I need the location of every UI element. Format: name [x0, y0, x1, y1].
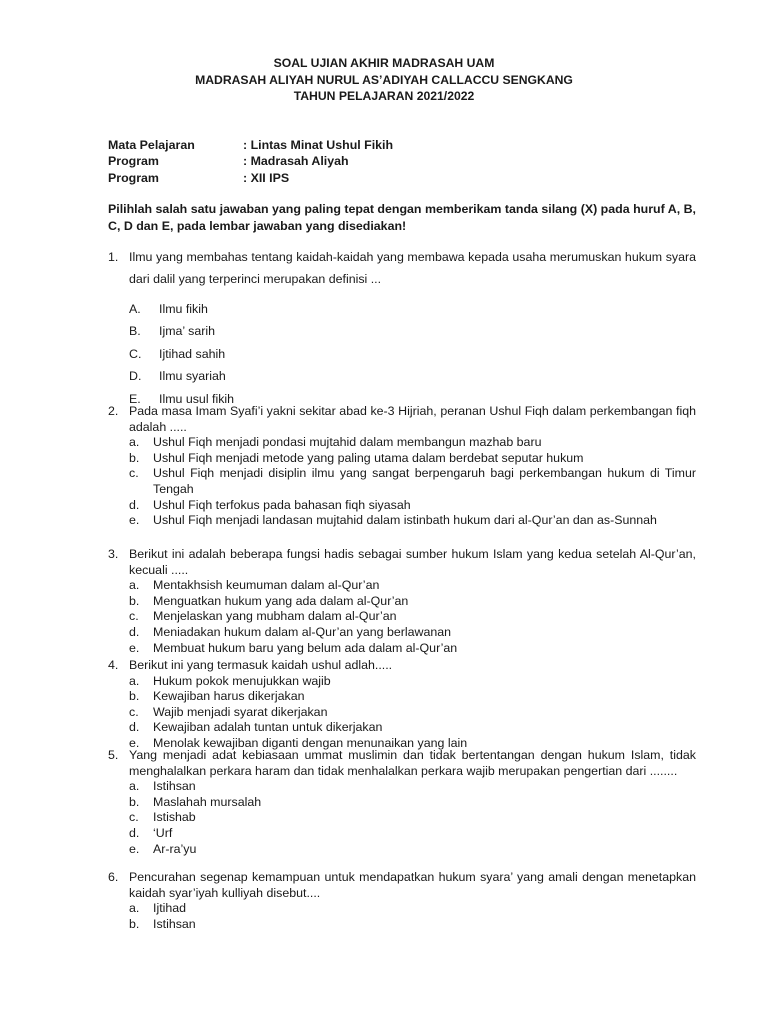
option-text: Ushul Fiqh menjadi metode yang paling utama dalam berdebat seputar hukum	[153, 450, 584, 465]
option-letter: c.	[129, 810, 139, 825]
meta-label: Program	[108, 154, 159, 169]
option-letter: C.	[129, 346, 142, 361]
option-b	[129, 689, 696, 705]
option-letter: D.	[129, 369, 142, 384]
option-text: Istihsan	[153, 916, 196, 931]
option-text: Ushul Fiqh menjadi disiplin ilmu yang sangat berpengaruh bagi perkembangan hukum di Timur Tengah	[153, 466, 696, 496]
option-letter: c.	[129, 466, 139, 481]
option-letter: d.	[129, 720, 140, 735]
question-text: Pada masa Imam Syafi’i yakni sekitar abad ke-3 Hijriah, peranan Ushul Fiqh dalam perkembangan fiqh adalah .....	[129, 404, 696, 434]
option-d	[129, 625, 696, 641]
option-letter: d.	[129, 825, 140, 840]
option-letter: d.	[129, 624, 140, 639]
option-text: Ilmu fikih	[159, 302, 208, 316]
option-letter: b.	[129, 794, 140, 809]
option-text: Menolak kewajiban diganti dengan menunaikan yang lain	[153, 735, 468, 750]
option-text: Istihsan	[153, 779, 196, 794]
option-letter: B.	[129, 324, 141, 339]
option-text: Kewajiban adalah tuntan untuk dikerjakan	[153, 720, 383, 735]
question-1	[108, 246, 696, 410]
option-a	[129, 298, 696, 320]
instructions: Pilihlah salah satu jawaban yang paling tepat dengan memberikam tanda silang (X) pada huruf A, B, C, D dan E, pada lembar jawaban yang disediakan!	[108, 202, 696, 233]
option-a	[129, 674, 696, 690]
question-number: 4.	[108, 658, 119, 672]
option-text: Ijtihad	[153, 901, 187, 916]
option-text: Membuat hukum baru yang belum ada dalam al-Qur’an	[153, 640, 458, 655]
option-text: Ijtihad sahih	[159, 346, 226, 361]
option-b	[129, 451, 696, 467]
question-text: Ilmu yang membahas tentang kaidah-kaidah yang membawa kepada usaha merumuskan hukum syara dari dalil yang terperinci merupakan definisi ...	[129, 250, 696, 286]
question-4	[108, 658, 696, 752]
meta-row-subject	[108, 137, 393, 153]
option-c	[129, 705, 696, 721]
option-text: Ushul Fiqh terfokus pada bahasan fiqh siyasah	[153, 497, 411, 512]
question-2	[108, 404, 696, 529]
option-letter: c.	[129, 704, 139, 719]
option-letter: e.	[129, 640, 140, 655]
question-text: Pencurahan segenap kemampuan untuk mendapatkan hukum syara’ yang amali dengan menetapkan kaidah syar’iyah kulliyah disebut....	[129, 870, 696, 900]
option-letter: a.	[129, 673, 140, 688]
question-text: Yang menjadi adat kebiasaan ummat muslimin dan tidak bertentangan dengan hukum Islam, tidak menghalalkan perkara haram dan tidak menhalalkan perkara wajib merupakan pengertian dari ........	[129, 748, 696, 778]
option-e	[129, 513, 696, 529]
meta-value: : Lintas Minat Ushul Fikih	[243, 138, 394, 152]
option-letter: e.	[129, 841, 140, 856]
option-letter: a.	[129, 578, 140, 593]
option-d	[129, 720, 696, 736]
option-c	[129, 810, 696, 826]
meta-row-class	[108, 170, 393, 186]
option-d	[129, 498, 696, 514]
option-text: Ilmu usul fikih	[159, 391, 235, 406]
question-5	[108, 748, 696, 857]
option-text: Ushul Fiqh menjadi pondasi mujtahid dalam membangun mazhab baru	[153, 435, 542, 450]
option-letter: a.	[129, 779, 140, 794]
header-title: SOAL UJIAN AKHIR MADRASAH UAM	[273, 56, 495, 70]
option-text: Menguatkan hukum yang ada dalam al-Qur’an	[153, 593, 409, 608]
option-letter: e.	[129, 513, 140, 528]
option-a	[129, 578, 696, 594]
meta-label: Program	[108, 170, 159, 185]
meta-value: : XII IPS	[243, 170, 290, 185]
option-b	[129, 594, 696, 610]
question-number: 6.	[108, 870, 119, 884]
option-text: Ushul Fiqh menjadi landasan mujtahid dalam istinbath hukum dari al-Qur’an dan as-Sunnah	[153, 513, 657, 528]
option-c	[129, 609, 696, 625]
option-text: Meniadakan hukum dalam al-Qur’an yang berlawanan	[153, 624, 452, 639]
option-text: Mentakhsish keumuman dalam al-Qur’an	[153, 578, 380, 593]
option-letter: d.	[129, 497, 140, 512]
option-letter: a.	[129, 901, 140, 916]
option-b	[129, 917, 696, 933]
question-number: 2.	[108, 404, 119, 418]
option-letter: c.	[129, 609, 139, 624]
option-text: Ar-ra’yu	[153, 841, 197, 856]
option-text: Maslahah mursalah	[153, 794, 262, 809]
option-c	[129, 343, 696, 365]
meta-label: Mata Pelajaran	[108, 138, 195, 152]
meta-row-program	[108, 153, 393, 169]
option-text: ‘Urf	[153, 825, 173, 840]
document-header	[0, 55, 768, 105]
option-c	[129, 466, 696, 497]
option-b	[129, 795, 696, 811]
option-letter: b.	[129, 689, 140, 704]
option-text: Menjelaskan yang mubham dalam al-Qur’an	[153, 609, 397, 624]
exam-meta	[108, 137, 393, 186]
question-text: Berikut ini yang termasuk kaidah ushul adlah.....	[129, 658, 393, 672]
question-3	[108, 547, 696, 656]
option-a	[129, 901, 696, 917]
option-letter: b.	[129, 450, 140, 465]
option-a	[129, 435, 696, 451]
question-number: 5.	[108, 748, 119, 762]
option-text: Hukum pokok menujukkan wajib	[153, 673, 331, 688]
meta-value: : Madrasah Aliyah	[243, 154, 349, 169]
option-letter: a.	[129, 435, 140, 450]
option-d	[129, 826, 696, 842]
question-text: Berikut ini adalah beberapa fungsi hadis sebagai sumber hukum Islam yang kedua setelah Al-Qur’an, kecuali .....	[129, 547, 696, 577]
option-letter: e.	[129, 735, 140, 750]
option-a	[129, 779, 696, 795]
option-letter: A.	[129, 302, 141, 316]
option-d	[129, 365, 696, 387]
header-year: TAHUN PELAJARAN 2021/2022	[293, 89, 475, 103]
header-school: MADRASAH ALIYAH NURUL AS’ADIYAH CALLACCU SENGKANG	[195, 72, 573, 87]
option-e	[129, 641, 696, 657]
option-letter: b.	[129, 593, 140, 608]
question-number: 1.	[108, 250, 119, 264]
option-text: Wajib menjadi syarat dikerjakan	[153, 704, 328, 719]
option-text: Ilmu syariah	[159, 369, 226, 384]
option-letter: E.	[129, 391, 141, 406]
option-text: Kewajiban harus dikerjakan	[153, 689, 305, 704]
option-b	[129, 320, 696, 342]
option-e	[129, 842, 696, 858]
question-number: 3.	[108, 547, 119, 561]
option-letter: b.	[129, 916, 140, 931]
option-text: Istishab	[153, 810, 196, 825]
question-6	[108, 870, 696, 932]
option-text: Ijma’ sarih	[159, 324, 215, 339]
